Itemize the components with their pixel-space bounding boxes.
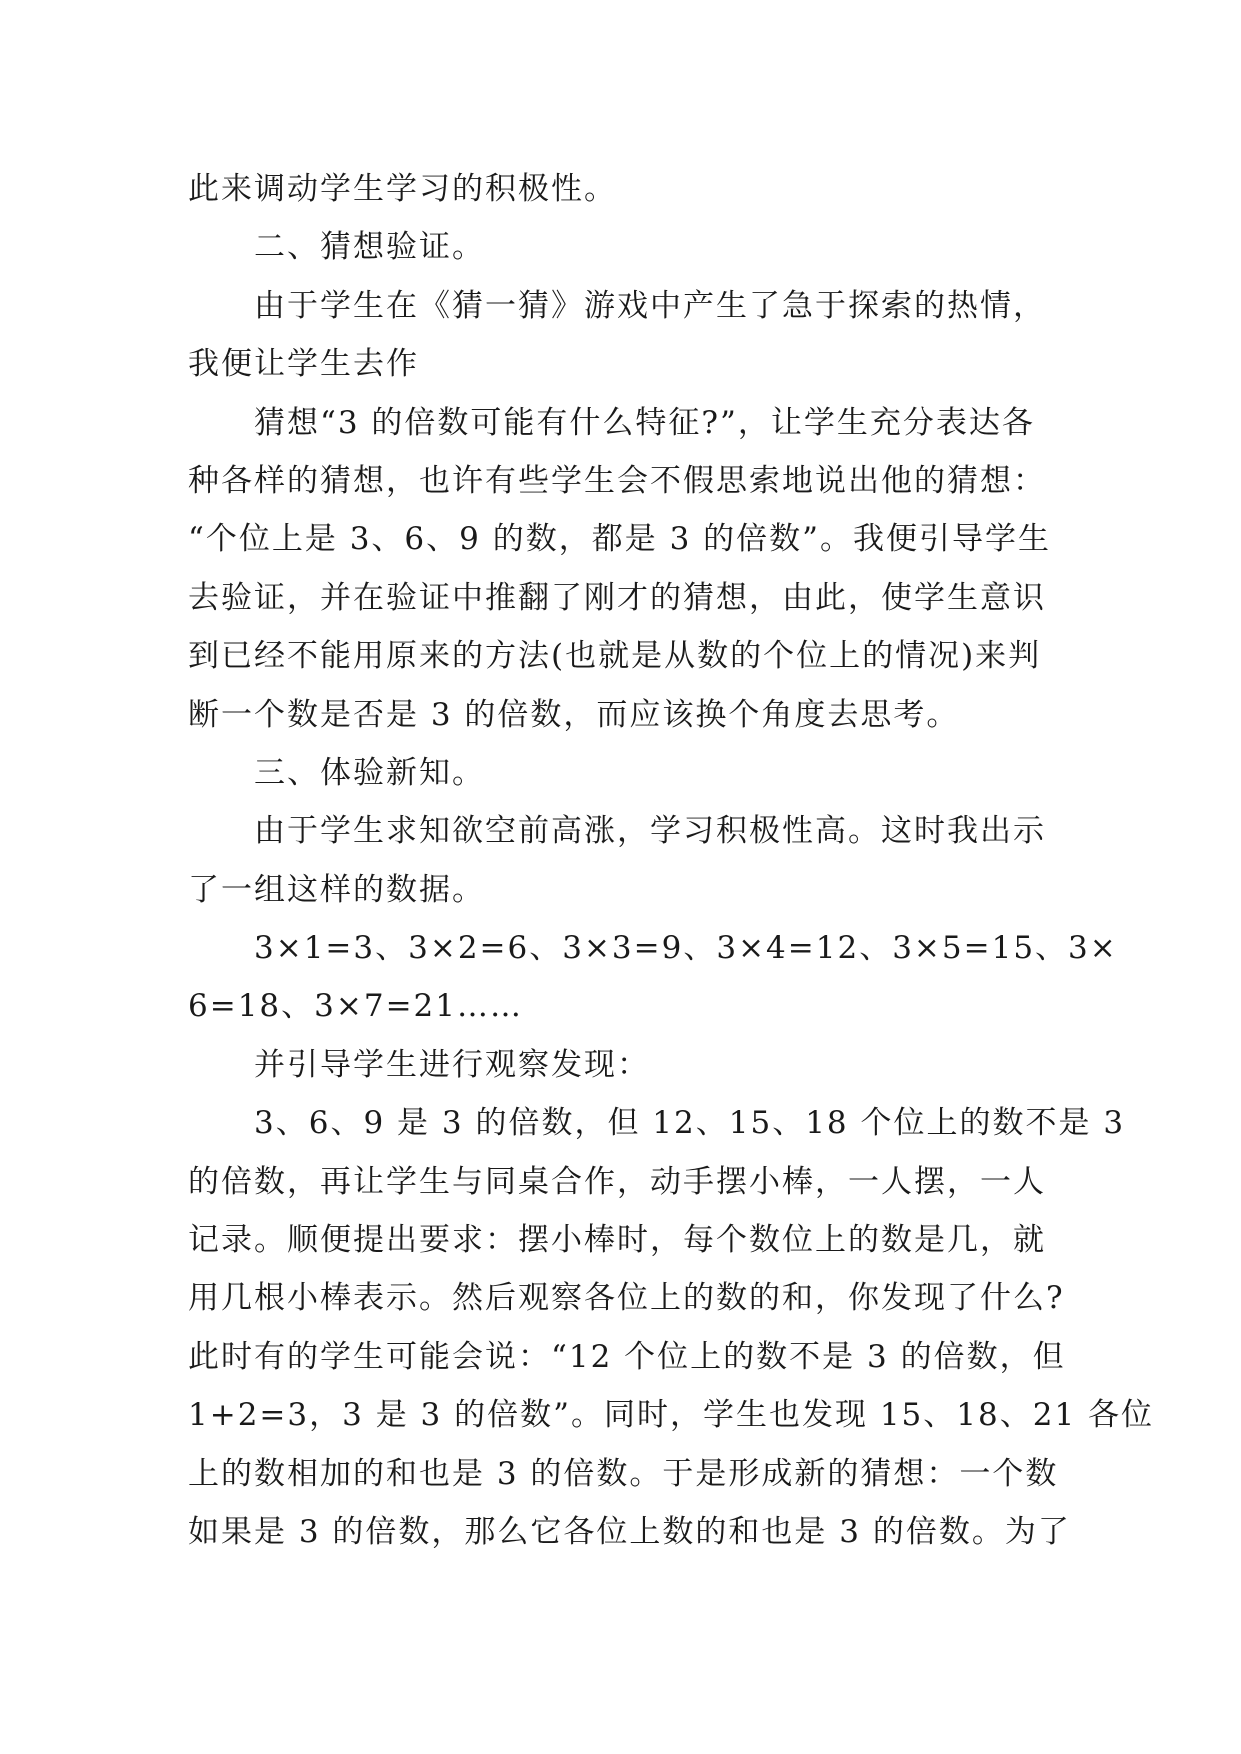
text-line: 用几根小棒表示。然后观察各位上的数的和，你发现了什么? [188,1280,1065,1317]
text-line: 由于学生求知欲空前高涨，学习积极性高。这时我出示 [254,813,1046,850]
text-line: 此时有的学生可能会说：“12 个位上的数不是 3 的倍数，但 [188,1338,1066,1375]
text-line: 的倍数，再让学生与同桌合作，动手摆小棒，一人摆，一人 [188,1163,1046,1200]
text-line: 3、6、9 是 3 的倍数，但 12、15、18 个位上的数不是 3 [254,1105,1126,1142]
text-line: 3×1=3、3×2=6、3×3=9、3×4=12、3×5=15、3× [254,930,1118,967]
text-line: 此来调动学生学习的积极性。 [188,171,617,207]
text-line: 到已经不能用原来的方法(也就是从数的个位上的情况)来判 [188,638,1042,675]
text-line: 断一个数是否是 3 的倍数，而应该换个角度去思考。 [188,696,960,733]
text-line: 去验证，并在验证中推翻了刚才的猜想，由此，使学生意识 [188,579,1046,616]
text-line: 我便让学生去作 [188,346,419,383]
text-line: 种各样的猜想，也许有些学生会不假思索地说出他的猜想： [188,462,1046,499]
text-line: “个位上是 3、6、9 的数，都是 3 的倍数”。我便引导学生 [188,521,1052,558]
section-heading: 二、猜想验证。 [254,229,485,266]
text-line: 并引导学生进行观察发现： [254,1046,650,1083]
text-line: 6=18、3×7=21…… [188,988,523,1025]
text-line: 上的数相加的和也是 3 的倍数。于是形成新的猜想：一个数 [188,1455,1059,1492]
text-line: 由于学生在《猜一猜》游戏中产生了急于探索的热情， [254,287,1046,324]
text-line: 1+2=3，3 是 3 的倍数”。同时，学生也发现 15、18、21 各位 [188,1397,1155,1434]
text-line: 如果是 3 的倍数，那么它各位上数的和也是 3 的倍数。为了 [188,1513,1071,1550]
document-body [188,160,1155,1561]
section-heading: 三、体验新知。 [254,754,485,791]
text-line: 记录。顺便提出要求：摆小棒时，每个数位上的数是几，就 [188,1222,1046,1259]
text-line: 了一组这样的数据。 [188,871,485,908]
text-line: 猜想“3 的倍数可能有什么特征?”，让学生充分表达各 [254,404,1035,441]
